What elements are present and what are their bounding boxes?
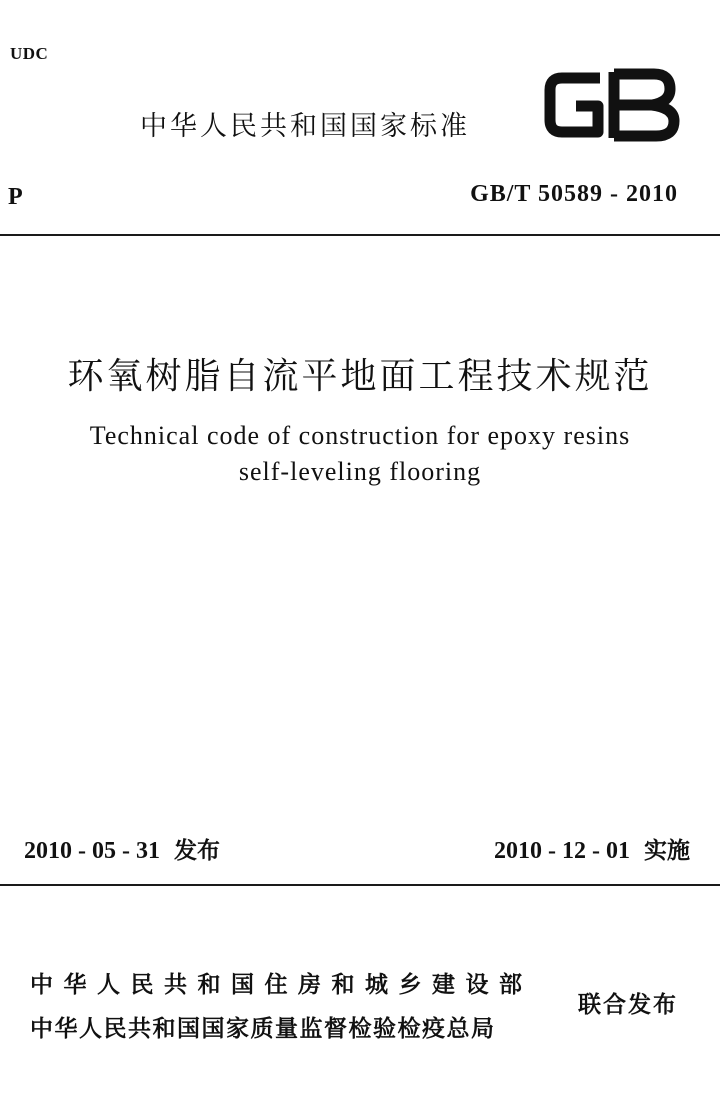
title-english-line-2: self-leveling flooring: [238, 457, 482, 486]
issuer-ministry-housing: 中华人民共和国住房和城乡建设部: [30, 972, 533, 998]
issuer-ministry-quality: 中华人民共和国国家质量监督检验检疫总局: [30, 1016, 496, 1042]
gb-logo-text: GB: [540, 47, 565, 66]
top-divider: [0, 234, 720, 236]
implement-date-line: [494, 832, 690, 865]
standard-number: GB/T 50589 - 2010: [470, 181, 678, 207]
joint-issue-label: 联合发布: [578, 992, 678, 1018]
implement-date: 2010 - 12 - 01: [494, 838, 630, 864]
udc-label: UDC: [10, 44, 49, 63]
title-english-line-1: Technical code of construction for epoxy resins: [89, 421, 631, 450]
gb-logo-icon: [540, 47, 682, 148]
standard-type-heading: 中华人民共和国国家标准: [140, 111, 470, 142]
category-code: P: [8, 184, 23, 210]
document-title-english: [0, 418, 720, 490]
issue-date-line: [24, 832, 220, 865]
document-title-chinese: 环氧树脂自流平地面工程技术规范: [67, 356, 653, 397]
bottom-divider: [0, 884, 720, 886]
issue-date: 2010 - 05 - 31: [24, 838, 160, 864]
implement-label: 实施: [644, 838, 690, 864]
issue-label: 发布: [173, 838, 220, 864]
